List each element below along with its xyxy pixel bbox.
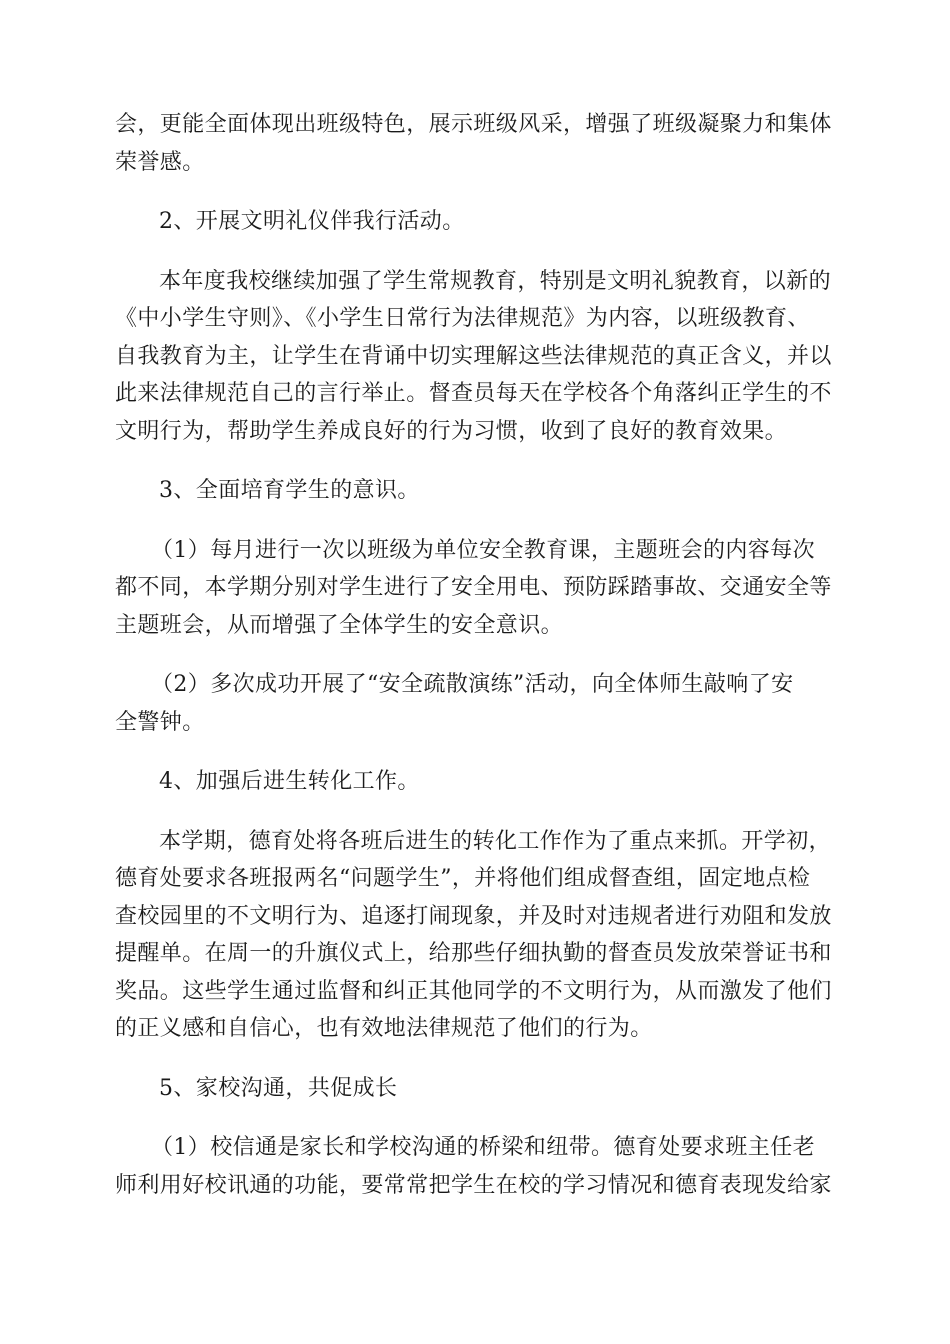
text-line: 主题班会，从而增强了全体学生的安全意识。	[115, 612, 564, 638]
text-line: 本年度我校继续加强了学生常规教育，特别是文明礼貌教育，以新的	[159, 268, 832, 294]
text-line: 查校园里的不文明行为、追逐打闹现象，并及时对违规者进行劝阻和发放	[115, 903, 832, 929]
paragraph-transformation-work	[115, 823, 835, 1048]
text-line: 会，更能全面体现出班级特色，展示班级风采，增强了班级凝聚力和集体	[115, 112, 832, 137]
heading-safety-awareness: 3、全面培育学生的意识。	[159, 478, 420, 503]
document-page	[115, 106, 835, 1204]
text-line: 德育处要求各班报两名“问题学生”，并将他们组成督查组，固定地点检	[115, 866, 811, 891]
paragraph-evacuation-drill	[115, 666, 835, 741]
paragraph-class-activities	[115, 106, 835, 181]
text-line: （1）校信通是家长和学校沟通的桥梁和纽带。德育处要求班主任老	[151, 1135, 815, 1160]
heading-etiquette-activity: 2、开展文明礼仪伴我行活动。	[159, 209, 465, 234]
text-line: 提醒单。在周一的升旗仪式上，给那些仔细执勤的督查员发放荣誉证书和	[115, 941, 832, 966]
heading-student-transformation: 4、加强后进生转化工作。	[159, 769, 420, 794]
text-line: 《中小学生守则》、《小学生日常行为法律规范》为内容，以班级教育、	[115, 306, 810, 331]
text-line: 文明行为，帮助学生养成良好的行为习惯，收到了良好的教育效果。	[115, 418, 788, 444]
text-line: 此来法律规范自己的言行举止。督查员每天在学校各个角落纠正学生的不	[115, 381, 832, 406]
text-line: 都不同，本学期分别对学生进行了安全用电、预防踩踏事故、交通安全等	[115, 575, 832, 600]
text-line: （2）多次成功开展了“安全疏散演练”活动，向全体师生敲响了安	[151, 672, 794, 697]
heading-home-school-communication: 5、家校沟通，共促成长	[159, 1075, 398, 1101]
text-line: 本学期，德育处将各班后进生的转化工作作为了重点来抓。开学初，	[159, 828, 832, 854]
text-line: 师利用好校讯通的功能，要常常把学生在校的学习情况和德育表现发给家	[115, 1172, 832, 1198]
text-line: 奖品。这些学生通过监督和纠正其他同学的不文明行为，从而激发了他们	[115, 978, 832, 1004]
paragraph-safety-class	[115, 532, 835, 645]
text-line: 全警钟。	[115, 709, 205, 735]
paragraph-school-messaging	[115, 1129, 835, 1204]
text-line: （1）每月进行一次以班级为单位安全教育课，主题班会的内容每次	[151, 537, 815, 563]
text-line: 荣誉感。	[115, 149, 205, 175]
text-line: 自我教育为主，让学生在背诵中切实理解这些法律规范的真正含义，并以	[115, 343, 832, 369]
paragraph-etiquette-education	[115, 263, 835, 451]
text-line: 的正义感和自信心，也有效地法律规范了他们的行为。	[115, 1016, 653, 1041]
